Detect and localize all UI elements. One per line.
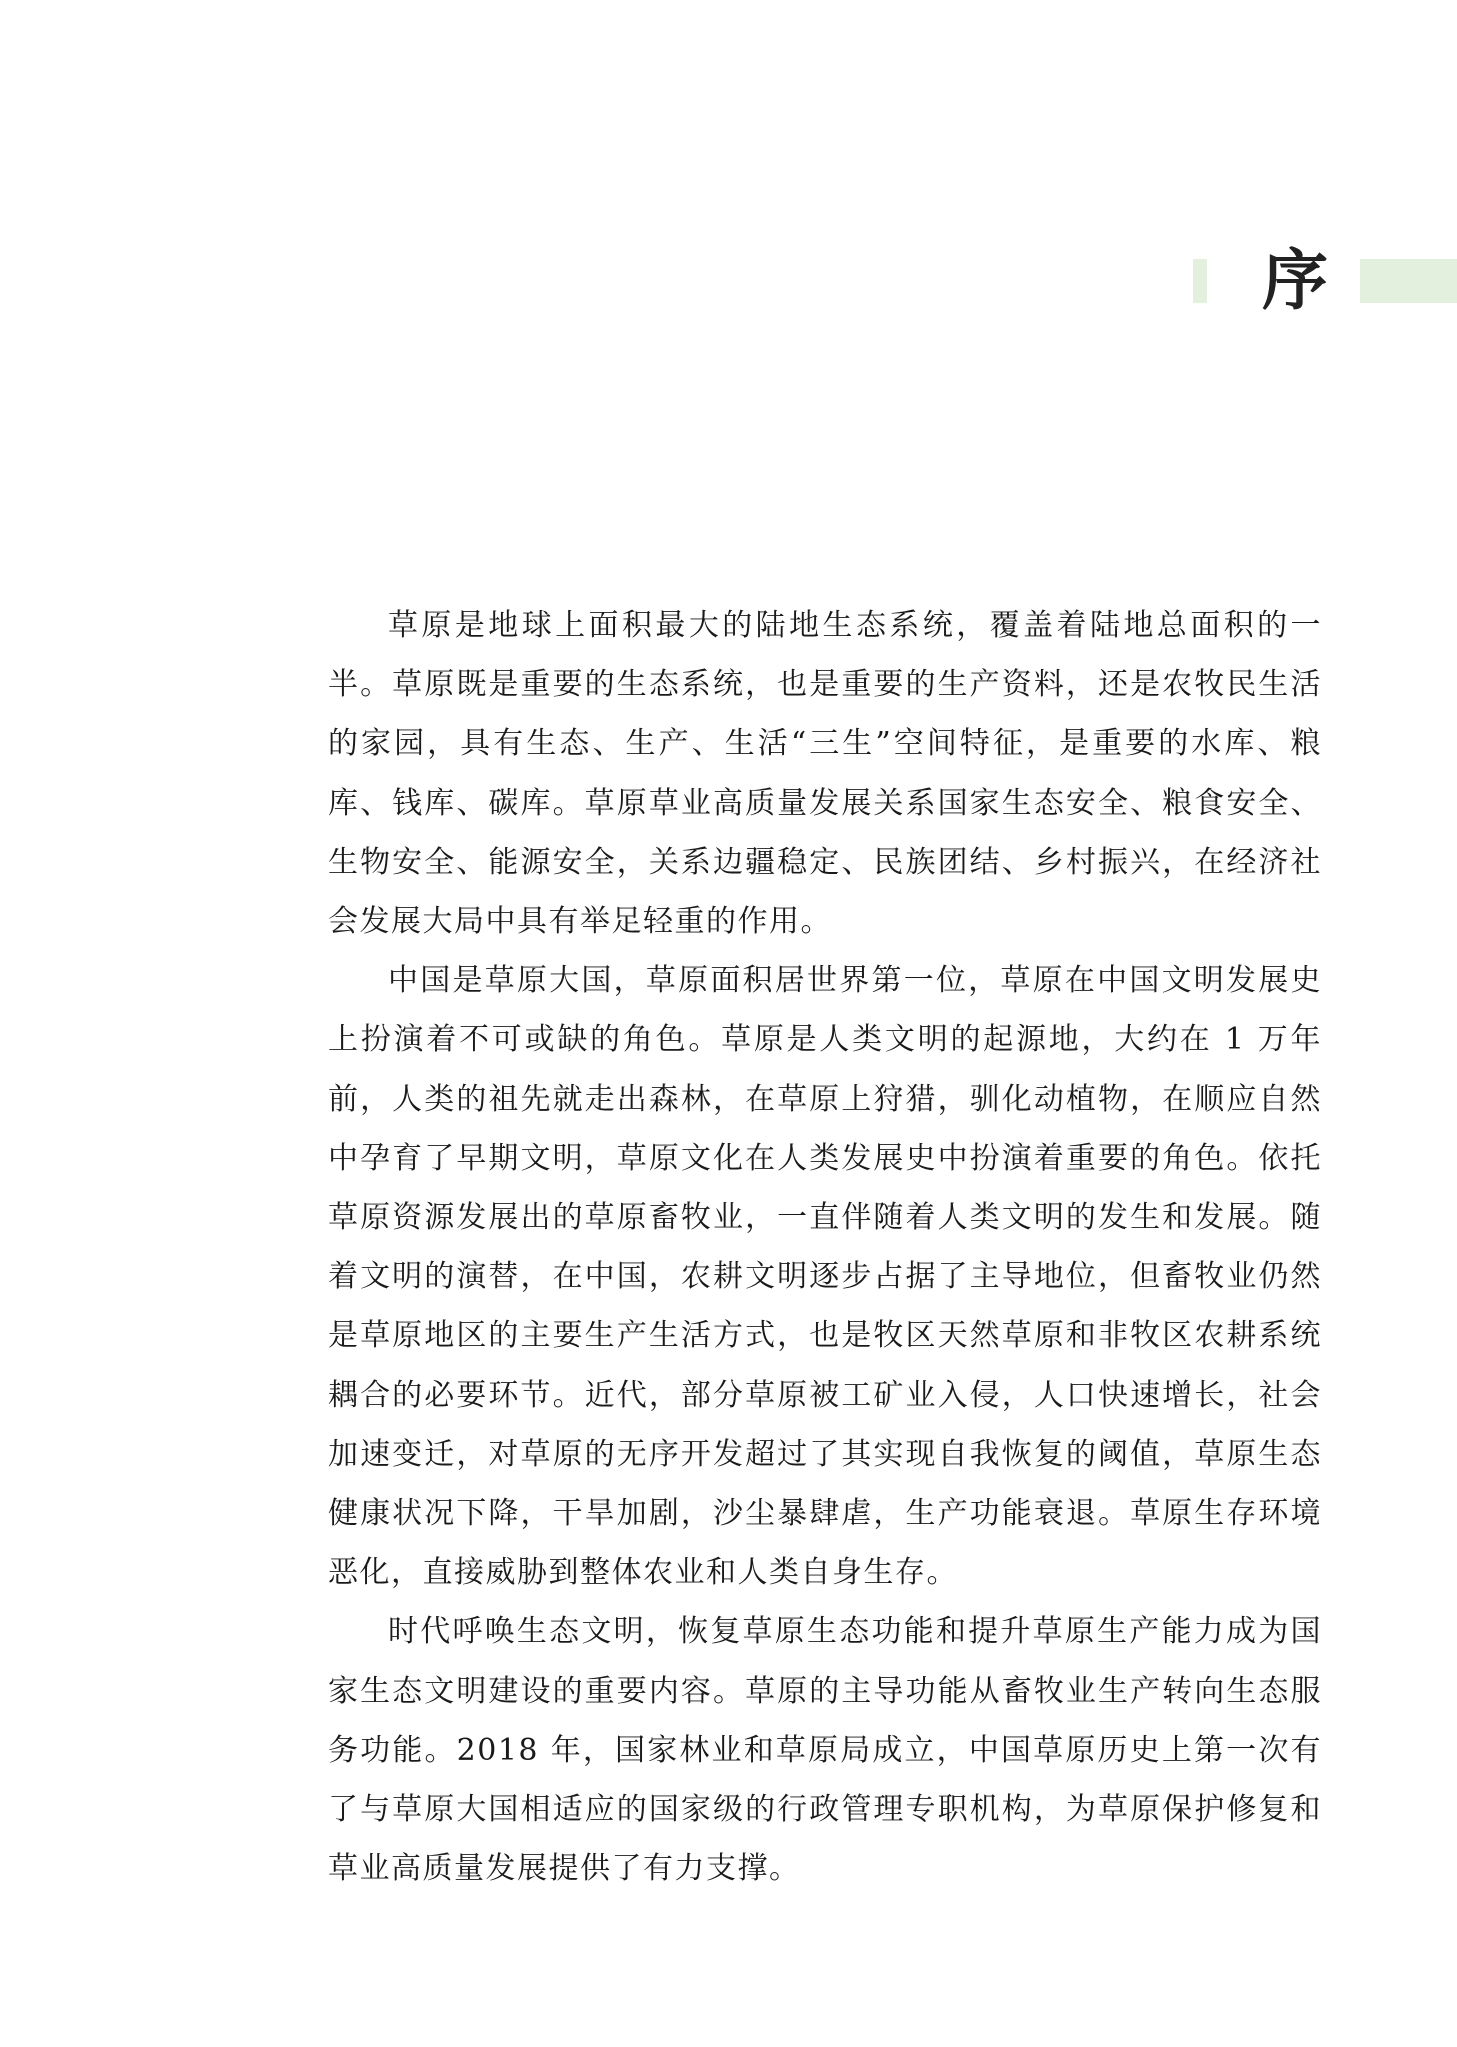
paragraph-2: 中国是草原大国，草原面积居世界第一位，草原在中国文明发展史上扮演着不可或缺的角色。草原是人类文明的起源地，大约在 1 万年前，人类的祖先就走出森林，在草原上狩猎，驯化动植物，在顺应自然中孕育了早期文明，草原文化在人类发展史中扮演着重要的角色。依托草原资源发展出的草原畜牧业，一直伴随着人类文明的发生和发展。随着文明的演替，在中国，农耕文明逐步占据了主导地位，但畜牧业仍然是草原地区的主要生产生活方式，也是牧区天然草原和非牧区农耕系统耦合的必要环节。近代，部分草原被工矿业入侵，人口快速增长，社会加速变迁，对草原的无序开发超过了其实现自我恢复的阈值，草原生态健康状况下降，干旱加剧，沙尘暴肆虐，生产功能衰退。草原生存环境恶化，直接威胁到整体农业和人类自身生存。 <box>328 963 1322 1591</box>
paragraph-3: 时代呼唤生态文明，恢复草原生态功能和提升草原生产能力成为国家生态文明建设的重要内容。草原的主导功能从畜牧业生产转向生态服务功能。2018 年，国家林业和草原局成立，中国草原历史上第一次有了与草原大国相适应的国家级的行政管理专职机构，为草原保护修复和草业高质量发展提供了有力支撑。 <box>328 1614 1322 1887</box>
paragraph-1: 草原是地球上面积最大的陆地生态系统，覆盖着陆地总面积的一半。草原既是重要的生态系统，也是重要的生产资料，还是农牧民生活的家园，具有生态、生产、生活“三生”空间特征，是重要的水库、粮库、钱库、碳库。草原草业高质量发展关系国家生态安全、粮食安全、生物安全、能源安全，关系边疆稳定、民族团结、乡村振兴，在经济社会发展大局中具有举足轻重的作用。 <box>328 608 1322 940</box>
header-accent-bar-left <box>1193 259 1207 303</box>
body-text <box>328 596 1322 1898</box>
header-accent-bar-right <box>1360 259 1457 303</box>
chapter-title: 序 <box>1262 241 1328 319</box>
